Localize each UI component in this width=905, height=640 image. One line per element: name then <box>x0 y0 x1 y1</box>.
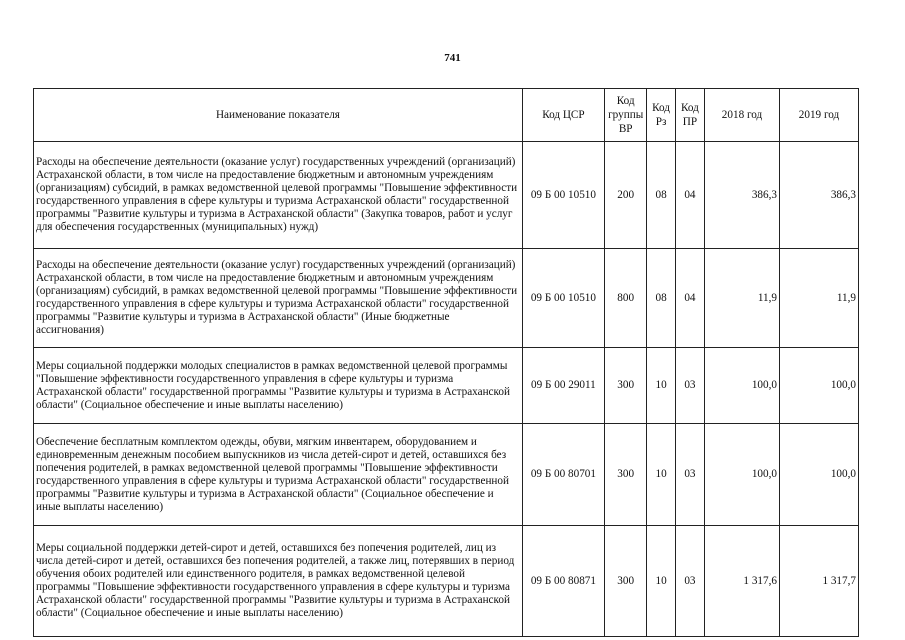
header-2019: 2019 год <box>779 89 858 142</box>
row-pr: 03 <box>675 348 704 424</box>
row-name: Расходы на обеспечение деятельности (оказание услуг) государственных учреждений (организаций) Астраханской области, в том числе на предоставление бюджетным и автономным учреждениям (организациям) субсидий, в рамках ведомственной целевой программы "Повышение эффективности государственного управления в сфере культуры и туризма Астраханской области" государственной программы "Развитие культуры и туризма в Астраханской области" (Иные бюджетные ассигнования) <box>34 249 523 348</box>
row-vr: 200 <box>604 142 647 249</box>
row-2018: 100,0 <box>705 348 780 424</box>
header-rz: Код Рз <box>647 89 675 142</box>
row-csr: 09 Б 00 29011 <box>522 348 604 424</box>
row-2019: 100,0 <box>779 424 858 526</box>
row-pr: 03 <box>675 526 704 637</box>
row-name: Меры социальной поддержки молодых специалистов в рамках ведомственной целевой программы "Повышение эффективности государственного управления в сфере культуры и туризма Астраханской области" государственной программы "Развитие культуры и туризма в Астраханской области" (Социальное обеспечение и иные выплаты населению) <box>34 348 523 424</box>
table-row <box>34 249 859 348</box>
header-csr: Код ЦСР <box>522 89 604 142</box>
row-rz: 10 <box>647 526 675 637</box>
row-rz: 10 <box>647 424 675 526</box>
row-pr: 04 <box>675 249 704 348</box>
table-row <box>34 348 859 424</box>
row-rz: 10 <box>647 348 675 424</box>
budget-table <box>33 88 859 637</box>
header-vr: Код группы ВР <box>604 89 647 142</box>
row-csr: 09 Б 00 10510 <box>522 142 604 249</box>
header-2018: 2018 год <box>705 89 780 142</box>
row-vr: 300 <box>604 348 647 424</box>
row-2019: 1 317,7 <box>779 526 858 637</box>
header-pr: Код ПР <box>675 89 704 142</box>
row-2019: 386,3 <box>779 142 858 249</box>
row-csr: 09 Б 00 80701 <box>522 424 604 526</box>
row-vr: 800 <box>604 249 647 348</box>
table-row <box>34 526 859 637</box>
row-csr: 09 Б 00 10510 <box>522 249 604 348</box>
row-csr: 09 Б 00 80871 <box>522 526 604 637</box>
page-number: 741 <box>444 52 461 64</box>
row-2018: 11,9 <box>705 249 780 348</box>
row-pr: 04 <box>675 142 704 249</box>
row-name: Обеспечение бесплатным комплектом одежды, обуви, мягким инвентарем, оборудованием и единовременным денежным пособием выпускников из числа детей-сирот и детей, оставшихся без попечения родителей, в рамках ведомственной целевой программы "Повышение эффективности государственного управления в сфере культуры и туризма Астраханской области" государственной программы "Развитие культуры и туризма в Астраханской области" (Социальное обеспечение и иные выплаты населению) <box>34 424 523 526</box>
row-2019: 11,9 <box>779 249 858 348</box>
table-header-row <box>34 89 859 142</box>
row-name: Меры социальной поддержки детей-сирот и детей, оставшихся без попечения родителей, лиц из числа детей-сирот и детей, оставшихся без попечения родителей, а также лиц, потерявших в период обучения обоих родителей или единственного родителя, в рамках ведомственной целевой программы "Повышение эффективности государственного управления в сфере культуры и туризма Астраханской области" государственной программы "Развитие культуры и туризма в Астраханской области" (Социальное обеспечение и иные выплаты населению) <box>34 526 523 637</box>
row-rz: 08 <box>647 249 675 348</box>
row-vr: 300 <box>604 526 647 637</box>
row-pr: 03 <box>675 424 704 526</box>
table-row <box>34 424 859 526</box>
header-name: Наименование показателя <box>34 89 523 142</box>
row-2019: 100,0 <box>779 348 858 424</box>
row-vr: 300 <box>604 424 647 526</box>
row-name: Расходы на обеспечение деятельности (оказание услуг) государственных учреждений (организаций) Астраханской области, в том числе на предоставление бюджетным и автономным учреждениям (организациям) субсидий, в рамках ведомственной целевой программы "Повышение эффективности государственного управления в сфере культуры и туризма Астраханской области" государственной программы "Развитие культуры и туризма в Астраханской области" (Закупка товаров, работ и услуг для обеспечения государственных (муниципальных) нужд) <box>34 142 523 249</box>
row-2018: 386,3 <box>705 142 780 249</box>
table-row <box>34 142 859 249</box>
row-2018: 1 317,6 <box>705 526 780 637</box>
row-2018: 100,0 <box>705 424 780 526</box>
row-rz: 08 <box>647 142 675 249</box>
